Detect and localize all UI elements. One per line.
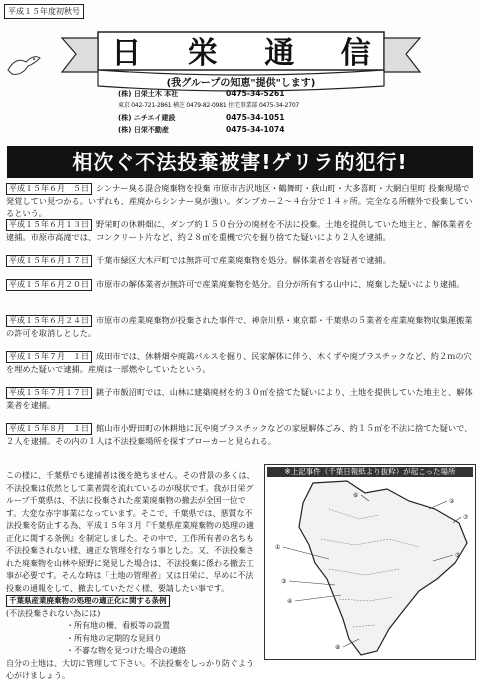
map-marker: ⑤ [455, 552, 461, 559]
incident-date: 平成１５年７月 １日 [6, 351, 92, 363]
incident-entry [6, 314, 474, 350]
newsletter-subtitle: (我グループの知恵"提供"します) [166, 78, 316, 89]
branch-tel: 東京 042-721-2861 横芝 0479-82-0981 住宅事業部 0475-34-2707 [118, 102, 300, 109]
map-caption: ※上記事件（千葉日報紙より抜粋）が起こった場所 [267, 467, 473, 477]
incident-text: 千葉市緑区大木戸町では無許可で産業廃棄物を処分。解体業者を容疑者で逮捕。 [96, 255, 391, 265]
incident-date: 平成１５年６月２０日 [6, 279, 92, 291]
closing-paragraph: この様に、千葉県でも逮捕者は後を絶ちません。その背景の多くは、不法投棄は依然として業者間を流れているのが現状です。我が日栄グループ千葉県は、不法に投棄された産業廃棄物の撤去が全国一位です。大変な赤字事業になっています。そこで、千葉県では、悪質な不法投棄を防止する為、平成１５年３月『千葉県産業廃棄物の処理の適正化に関する条例』を制定しました。その中で、工作所有者の名ちも不法投棄されない様、適正な管理を行なう事とした。又、不法投棄された廃棄物を山林や原野に発見した場合は、不法投棄に係わる撤去工事が必要です。そんな時は「土地の管理者」又は日栄に、早めに不法投棄の通報をして、撤去していただく様、要請したい事です。 [6, 471, 255, 593]
incident-entry [6, 254, 474, 278]
closing-footer: 自分の土地は、大切に管理して下さい。不法投棄をしっかり防ぐよう心がけましょう。 [6, 658, 254, 680]
contact-block [118, 88, 408, 136]
incident-entry [6, 278, 474, 314]
incident-entry [6, 182, 474, 218]
company-tel: 0475-34-1051 [226, 113, 285, 122]
list-item: ・不審な物を見つけた場合の連絡 [66, 646, 186, 655]
headline-banner: 相次ぐ不法投棄被害!ゲリラ的犯行! [7, 146, 473, 178]
contact-row [118, 88, 408, 100]
incident-date: 平成１５年６月１３日 [6, 219, 92, 231]
closing-section [6, 470, 256, 683]
list-item: ・所有地の定期的な見回り [66, 633, 162, 643]
incident-entry [6, 386, 474, 422]
incident-entry [6, 422, 474, 458]
incident-date: 平成１５年６月１７日 [6, 255, 92, 267]
incident-date: 平成１５年６月２４日 [6, 315, 92, 327]
incident-text: シンナー臭る混合廃棄物を投棄 市原市吉沢地区・鶴舞町・荻山町・大多喜町・大網白里町 投棄現場で発覚してい見つかる。いずれも、産廃からシンナー臭が強い。ダンプカー２〜４台分で１４ヶ所。完全なる所轄外で投棄しているという。 [6, 183, 473, 218]
incident-text: 銚子市飯沼町では、山林に建築廃材を約３０㎥を捨てた疑いにより、土地を提供していた地主と、解体業者を逮捕。 [6, 387, 473, 410]
incident-text: 野栄町の休耕畑に、ダンプ約１５０台分の廃材を不法に投棄。土地を提供していた地主と、解体業者を逮捕。市原市高滝では、コンクリート片など、約２８㎥を重機で穴を掘り捨てた疑いにより２人を逮捕。 [6, 219, 473, 242]
contact-row [118, 124, 408, 136]
list-item: ・所有地の柵、看板等の設置 [66, 621, 170, 630]
prevention-list [66, 620, 256, 658]
incident-list [6, 182, 474, 458]
company-tel: 0475-34-1074 [226, 125, 285, 134]
masthead-banner [58, 24, 424, 98]
company-name: (株) 日栄不動産 [118, 126, 169, 134]
chiba-map-graphic [269, 479, 473, 657]
incident-entry [6, 350, 474, 386]
incident-text: 市原市の解体業者が無許可で産業廃棄物を処分。自分が所有する山中に、廃棄した疑いにより逮捕。 [96, 279, 465, 289]
company-tel: 0475-34-5261 [226, 89, 285, 98]
bird-logo-icon [4, 50, 44, 80]
map-marker: ④ [287, 598, 293, 605]
incident-text: 市原市の産業廃棄物が投棄された事件で、神奈川県・東京都・千葉県の５業者を産業廃棄物収集運搬業の許可を取消しとした。 [6, 315, 473, 338]
company-name: (株) 日栄土木 本社 [118, 90, 179, 98]
map-marker: ② [449, 498, 455, 505]
prevention-intro: (不法投棄されない為には) [6, 608, 101, 618]
incident-map [264, 464, 476, 660]
contact-row [118, 112, 408, 124]
ordinance-title: 千葉県産業廃棄物の処理の適正化に関する条例 [6, 595, 170, 607]
map-marker: ⑧ [335, 644, 341, 651]
incident-date: 平成１５年７月１７日 [6, 387, 92, 399]
incident-date: 平成１５年８月 １日 [6, 423, 92, 435]
incident-text: 館山市小野田町の休耕地に瓦や廃プラスチックなどの家屋解体ごみ、約１５㎥を不法に捨てた疑いで、２人を逮捕。その内の１人は不法投棄場所を探すブローカーと見られる。 [6, 423, 473, 446]
contact-row [118, 100, 408, 112]
map-marker: ⑦ [463, 514, 469, 521]
incident-date: 平成１５年６月 ５日 [6, 183, 92, 195]
prefecture-outline [299, 481, 467, 655]
newsletter-title: 日 栄 通 信 [111, 36, 389, 71]
incident-text: 成田市では、休耕畑や廃鶏パルスを掘り、民家解体に伴う、木くずや廃プラスチックなど、約２ｍの穴を埋めた疑いで逮捕。産廃は一部燃やしていたという。 [6, 351, 472, 374]
map-marker: ⑥ [353, 492, 359, 499]
company-name: (株) ニチエイ建設 [118, 114, 176, 122]
incident-entry [6, 218, 474, 254]
map-marker: ① [275, 544, 281, 551]
map-marker: ③ [281, 578, 287, 585]
issue-tag: 平成１５年度初秋号 [4, 4, 84, 19]
